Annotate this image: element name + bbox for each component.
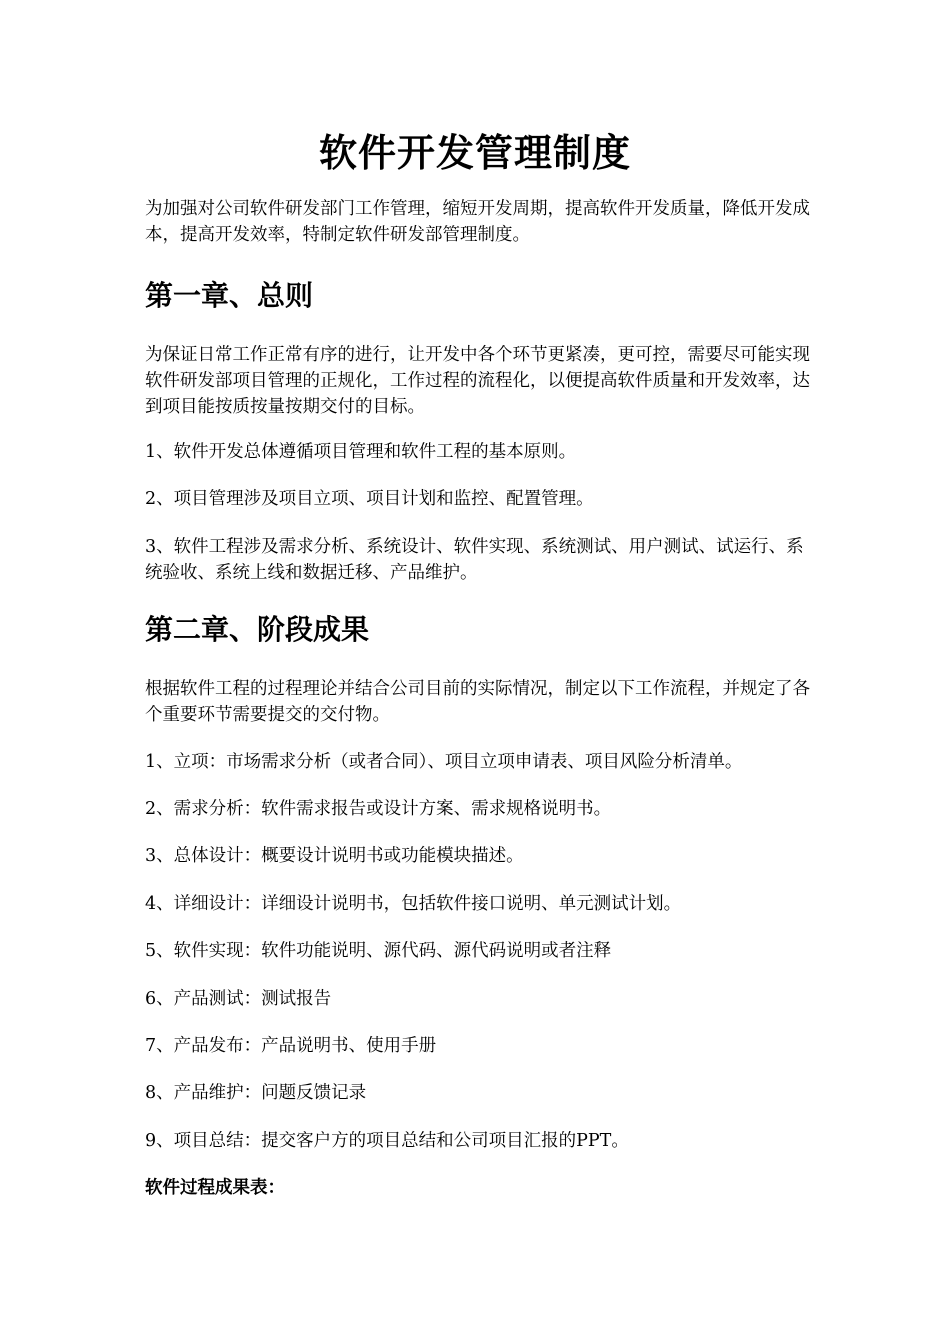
document-title: 软件开发管理制度 bbox=[318, 130, 631, 175]
chapter-2-item-8: 8、产品维护：问题反馈记录 bbox=[145, 1083, 367, 1103]
chapter-2-item-2: 2、需求分析：软件需求报告或设计方案、需求规格说明书。 bbox=[145, 799, 612, 819]
chapter-2-item-5: 5、软件实现：软件功能说明、源代码、源代码说明或者注释 bbox=[145, 941, 612, 961]
chapter-1-item-3: 3、软件工程涉及需求分析、系统设计、软件实现、系统测试、用户测试、试运行、系统验收、系统上线和数据迁移、产品维护。 bbox=[145, 537, 804, 583]
chapter-2-item-3: 3、总体设计：概要设计说明书或功能模块描述。 bbox=[145, 846, 524, 866]
chapter-1-heading: 第一章、总则 bbox=[145, 279, 314, 312]
table-caption: 软件过程成果表： bbox=[145, 1178, 285, 1198]
chapter-2-item-4: 4、详细设计：详细设计说明书，包括软件接口说明、单元测试计划。 bbox=[145, 894, 682, 914]
chapter-1-item-1: 1、软件开发总体遵循项目管理和软件工程的基本原则。 bbox=[145, 442, 577, 462]
chapter-1-paragraph: 为保证日常工作正常有序的进行，让开发中各个环节更紧凑，更可控，需要尽可能实现软件研发部项目管理的正规化，工作过程的流程化，以便提高软件质量和开发效率，达到项目能按质按量按期交付的目标。 bbox=[145, 345, 810, 417]
chapter-2-item-9: 9、项目总结：提交客户方的项目总结和公司项目汇报的PPT。 bbox=[145, 1131, 629, 1151]
chapter-2-item-1: 1、立项：市场需求分析（或者合同）、项目立项申请表、项目风险分析清单。 bbox=[145, 752, 743, 772]
chapter-2-item-6: 6、产品测试：测试报告 bbox=[145, 989, 332, 1009]
chapter-2-paragraph: 根据软件工程的过程理论并结合公司目前的实际情况，制定以下工作流程，并规定了各个重要环节需要提交的交付物。 bbox=[145, 679, 810, 725]
chapter-2-item-7: 7、产品发布：产品说明书、使用手册 bbox=[145, 1036, 437, 1056]
chapter-1-item-2: 2、项目管理涉及项目立项、项目计划和监控、配置管理。 bbox=[145, 489, 594, 509]
chapter-2-heading: 第二章、阶段成果 bbox=[145, 613, 370, 646]
intro-paragraph: 为加强对公司软件研发部门工作管理，缩短开发周期，提高软件开发质量，降低开发成本，提高开发效率，特制定软件研发部管理制度。 bbox=[145, 199, 810, 245]
